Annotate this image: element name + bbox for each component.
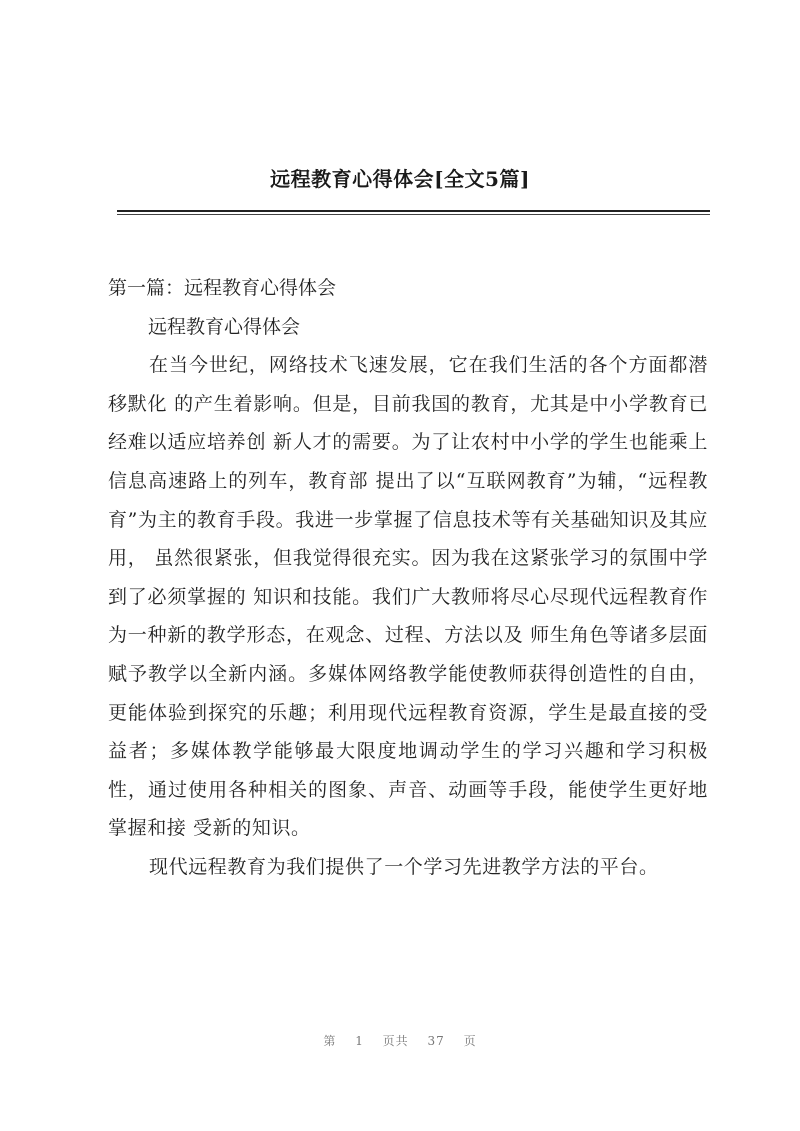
footer-suffix: 页	[463, 1034, 477, 1048]
title-underline-thin	[117, 214, 710, 215]
document-title: 远程教育心得体会[全文5篇]	[270, 167, 530, 191]
body-paragraph: 在当今世纪，网络技术飞速发展，它在我们生活的各个方面都潜移默化 的产生着影响。但是，目前我国的教育，尤其是中小学教育已经难以适应培养创 新人才的需要。为了让农村中小学的学生也能乘上信息高速路上的列车，教育部 提出了以“互联网教育”为辅，“远程教育”为主的教育手段。我进一步掌握了信息技术等有关基础知识及其应用， 虽然很紧张，但我觉得很充实。因为我在这紧张学习的氛围中学到了必须掌握的 知识和技能。我们广大教师将尽心尽现代远程教育作为一种新的教学形态，在观念、过程、方法以及 师生角色等诸多层面赋予教学以全新内涵。多媒体网络教学能使教师获得创造性的自由，更能体验到探究的乐趣；利用现代远程教育资源，学生是最直接的受益者；多媒体教学能够最大限度地调动学生的学习兴趣和学习积极性，通过使用各种相关的图象、声音、动画等手段，能使学生更好地掌握和接 受新的知识。	[108, 354, 708, 840]
footer-middle: 页共	[382, 1034, 409, 1048]
footer-prefix: 第	[323, 1034, 337, 1048]
body-paragraph: 现代远程教育为我们提供了一个学习先进教学方法的平台。	[149, 855, 659, 878]
sub-heading: 远程教育心得体会	[148, 315, 301, 338]
footer-current-page: 1	[355, 1034, 364, 1048]
page-footer	[0, 1032, 800, 1049]
section-heading: 第一篇：远程教育心得体会	[108, 277, 337, 299]
document-body	[108, 269, 708, 887]
title-underline	[117, 210, 710, 212]
footer-total-pages: 37	[427, 1034, 445, 1048]
